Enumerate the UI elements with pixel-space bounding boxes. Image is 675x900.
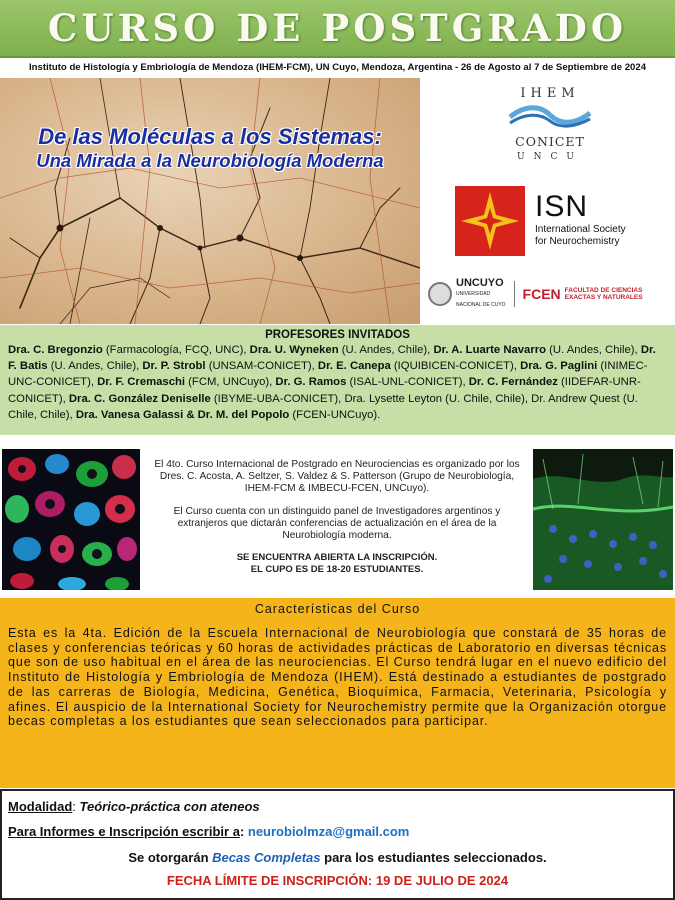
cupo-text: EL CUPO ES DE 18-20 ESTUDIANTES. <box>250 564 424 576</box>
profesor-name: Dra. C. González Deniselle <box>68 392 211 405</box>
profesor-name: Dr. F. Batis <box>8 344 656 373</box>
profesores-heading: PROFESORES INVITADOS <box>265 329 410 341</box>
profesor-name: Dr. E. Canepa <box>317 360 391 373</box>
fcen-logo: FCEN <box>522 286 561 302</box>
profesor-name: Dra. Lysette Leyton <box>344 392 443 405</box>
modalidad-label: Modalidad <box>8 799 73 814</box>
profesor-name: Dra. C. Bregonzio <box>8 344 103 356</box>
isn-star-icon <box>455 186 525 256</box>
modalidad-value: Teórico-práctica con ateneos <box>79 799 260 814</box>
profesor-name: Dr. Andrew Quest <box>531 392 620 405</box>
profesor-aff: (U. Chile, Chile), <box>442 392 532 405</box>
organizers-text <box>148 459 526 577</box>
profesor-aff: (U. Chile, Chile), <box>8 392 638 421</box>
uncuyo-sub1: UNIVERSIDAD <box>456 290 491 297</box>
fcen-sub2: EXACTAS Y NATURALES <box>564 294 643 301</box>
logos-panel <box>420 78 675 324</box>
profesor-aff: (U. Andes, Chile), <box>47 360 143 373</box>
profesor-name: Dr. G. Ramos <box>275 376 347 389</box>
caracteristicas-body: Esta es la 4ta. Edición de la Escuela Internacional de Neurobiología que constará de 35 horas de clases y conferencias teóricas y 60 horas de actividades prácticas de Laboratorio en diversas técnicas que son de uso habitual en el área de las neurociencias. El Curso tendrá lugar en el nuevo edificio del Instituto de Histología y Embriología de Mendoza (IHEM). Está destinado a estudiantes de postgrado de las carreras de Biología, Medicina, Genética, Bioquímica, Farmacia, Veterinaria, Psicología y afines. El auspicio de la International Society for Neurochemistry permite que la Organización otorgue becas completas a los estudiantes que sean seleccionados para participar. <box>8 626 667 729</box>
page-title: CURSO DE POSTGRADO <box>47 6 628 50</box>
becas-post: para los estudiantes seleccionados. <box>320 850 547 865</box>
profesor-name: Dr. P. Strobl <box>142 360 206 373</box>
isn-line2: for Neurochemistry <box>535 236 620 247</box>
profesor-name: Dra. G. Paglini <box>520 360 598 373</box>
profesor-name: Dra. U. Wyneken <box>249 344 339 356</box>
profesor-aff: (IBYME-UBA-CONICET), <box>210 392 345 405</box>
neurons-fluorescence-image-left <box>2 449 140 590</box>
profesor-aff: (FCM, UNCuyo), <box>185 376 276 389</box>
isn-abbr: ISN <box>535 190 589 223</box>
profesores-list <box>8 342 667 423</box>
profesores-section <box>0 325 675 435</box>
profesor-aff: (UNSAM-CONICET), <box>205 360 318 373</box>
isn-logo <box>455 186 670 256</box>
university-logos-row <box>428 278 673 310</box>
profesor-name: Dra. Vanesa Galassi & Dr. M. del Popolo <box>75 408 290 421</box>
inscripcion-open: SE ENCUENTRA ABIERTA LA INSCRIPCIÓN. <box>236 552 438 564</box>
caracteristicas-heading: Características del Curso <box>254 602 421 616</box>
profesor-name: Dr. A. Luarte Navarro <box>433 344 547 356</box>
becas-pre: Se otorgarán <box>128 850 213 865</box>
profesor-name: Dr. C. Fernández <box>468 376 558 389</box>
ihem-conicet-logo <box>500 86 600 162</box>
fcen-sub1: FACULTAD DE CIENCIAS <box>564 287 643 294</box>
profesor-aff: (FCEN-UNCuyo). <box>289 408 381 421</box>
fluorescent-cells-image <box>2 449 140 590</box>
panel-paragraph: El Curso cuenta con un distinguido panel de Investigadores argentinos y extranjeros que dictarán conferencias de actualización en el área de la Neurobiología moderna. <box>173 505 501 542</box>
informes-row: Para Informes e Inscripción escribir a: neurobiolmza@gmail.com <box>8 824 410 839</box>
caracteristicas-section <box>0 598 675 788</box>
informes-label: Para Informes e Inscripción escribir a <box>8 824 240 839</box>
logo-divider <box>514 281 515 307</box>
uncuyo-seal-icon <box>428 282 452 306</box>
contact-email-link[interactable]: neurobiolmza@gmail.com <box>247 824 410 839</box>
profesor-aff: (IQUIBICEN-CONICET), <box>390 360 521 373</box>
profesor-aff: (U. Andes, Chile), <box>338 344 434 356</box>
ihem-logo-text: IHEM <box>520 86 580 101</box>
fluorescent-tissue-image <box>533 449 673 590</box>
uncuyo-name: UNCUYO <box>456 276 504 289</box>
header-subtitle: Instituto de Histología y Embriología de Mendoza (IHEM-FCM), UN Cuyo, Mendoza, Argentina - 26 de Agosto al 7 de Septiembre de 2024 <box>28 62 647 73</box>
uncuyo-sub2: NACIONAL DE CUYO <box>456 301 506 308</box>
profesor-aff: (Farmacología, FCQ, UNC), <box>102 344 250 356</box>
header-band <box>0 0 675 58</box>
hero-neuron-image <box>0 78 420 324</box>
conicet-logo-text: CONICET <box>515 134 585 149</box>
profesor-aff: (IIDEFAR-UNR-CONICET), <box>8 376 641 405</box>
hero-title-line1: De las Moléculas a los Sistemas: <box>38 124 382 149</box>
deadline-text: FECHA LÍMITE DE INSCRIPCIÓN: 19 DE JULIO DE 2024 <box>166 873 509 888</box>
info-box <box>0 789 675 900</box>
isn-square-icon <box>455 186 525 256</box>
organizers-paragraph: El 4to. Curso Internacional de Postgrado en Neurociencias es organizado por los Dres. C. Acosta, A. Seltzer, S. Valdez & S. Patterson (Grupo de Neurobiología, IHEM-FCM & IMBECU-FCEN, UNCuyo). <box>154 459 520 495</box>
profesor-aff: (ISAL-UNL-CONICET), <box>346 376 469 389</box>
neuron-drawing <box>0 78 420 324</box>
modalidad-row: Modalidad: Teórico-práctica con ateneos <box>8 799 260 814</box>
hero-title-line2: Una Mirada a la Neurobiología Moderna <box>36 150 384 171</box>
profesor-aff: (INIMEC-UNC-CONICET), <box>8 360 648 389</box>
becas-line <box>8 847 667 871</box>
neurons-fluorescence-image-right <box>533 449 673 590</box>
uncuyo-logo <box>456 278 506 311</box>
ihem-wave-icon <box>505 101 595 129</box>
organizers-section <box>0 449 675 594</box>
profesor-name: Dr. F. Cremaschi <box>97 376 186 389</box>
uncu-logo-text: UNCU <box>517 152 583 162</box>
fcen-subtitle <box>565 287 643 301</box>
isn-line1: International Society <box>535 224 626 235</box>
profesor-aff: (U. Andes, Chile), <box>546 344 641 356</box>
becas-emphasis: Becas Completas <box>212 850 321 865</box>
